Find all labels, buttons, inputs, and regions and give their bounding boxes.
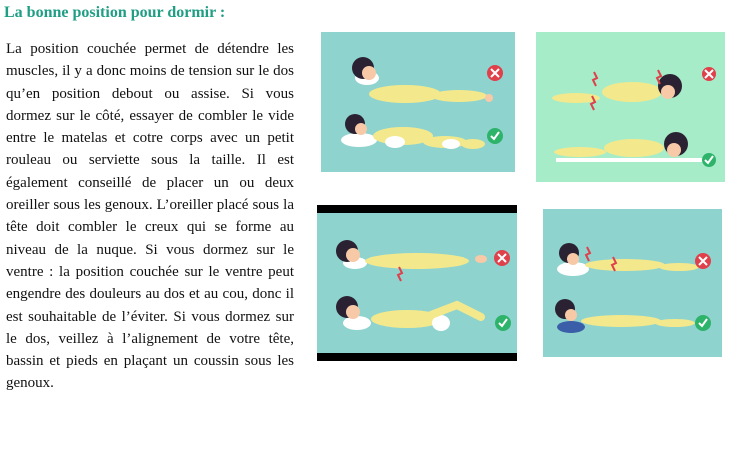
check-icon	[702, 153, 716, 167]
heading: La bonne position pour dormir :	[4, 4, 226, 21]
illustration-stomach-sleeping	[536, 32, 725, 182]
check-icon	[495, 315, 511, 331]
illustration-stomach-sleeping-pillow	[543, 209, 722, 357]
check-icon	[487, 128, 503, 144]
cross-icon	[487, 65, 503, 81]
body-paragraph: La position couchée permet de détendre les muscles, il y a donc moins de tension sur le dos qu’en position debout ou assise. Si vous dormez sur le côté, essayer de combler le vide entre le matelas et cotre corps avec un petit rouleau ou serviette sous la taille. Il est également conseillé de placer un ou deux oreiller sous les genoux. L’oreiller placé sous la tête doit combler le creux qui se forme au niveau de la nuque. Si vous dormez sur le ventre : la position couchée sur le ventre peut engendre des douleurs au dos et au cou, donc il est souhaitable de l’éviter. Si vous dormez sur le dos, veillez à l’alignement de votre tête, bassin et pieds en plaçant un coussin sous les genoux.	[6, 41, 294, 392]
cross-icon	[702, 67, 716, 81]
illustration-back-sleeping	[317, 205, 517, 361]
check-icon	[695, 315, 711, 331]
illustration-side-sleeping	[321, 32, 515, 172]
cross-icon	[494, 250, 510, 266]
cross-icon	[695, 253, 711, 269]
